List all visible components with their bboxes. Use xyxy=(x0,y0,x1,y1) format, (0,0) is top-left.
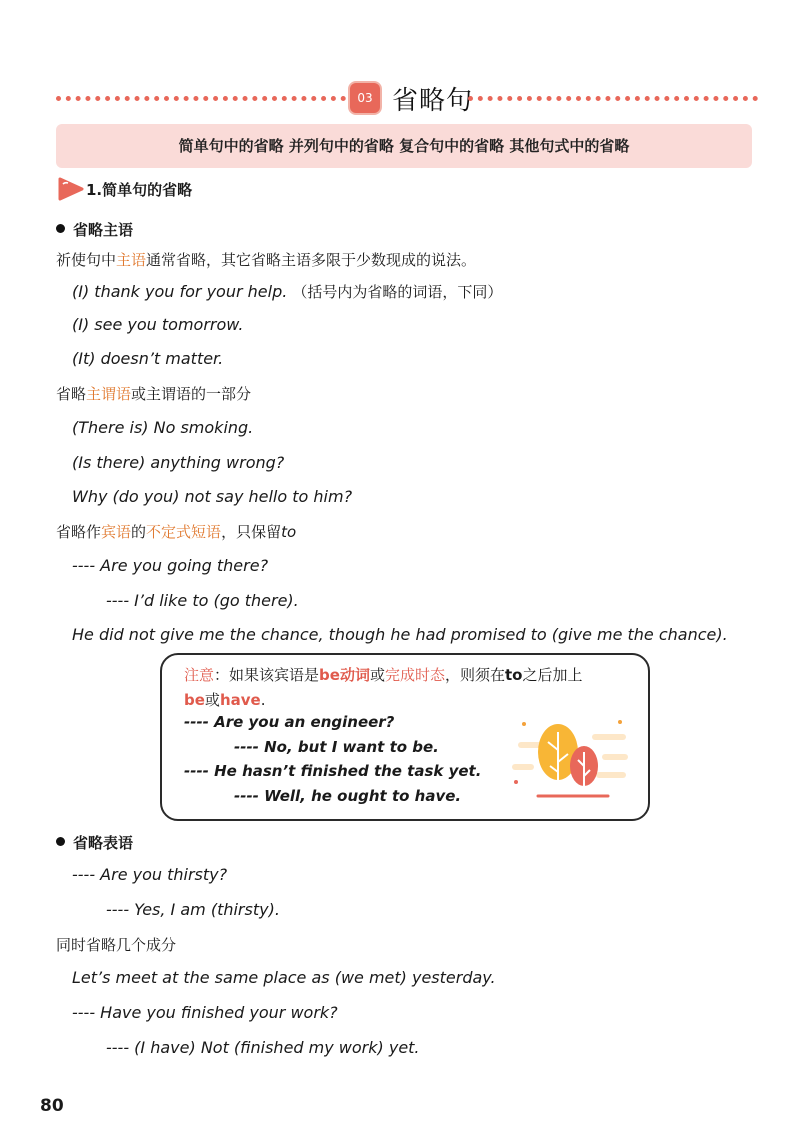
desc-text: ，只保留 xyxy=(221,523,282,541)
subsection-title: 1.简单句的省略 xyxy=(86,181,193,199)
desc-text: 祈使句中 xyxy=(56,251,117,269)
note-dialogue-line: ---- Well, he ought to have. xyxy=(234,787,462,805)
example-line xyxy=(72,281,502,302)
desc-text: 的 xyxy=(131,523,147,541)
desc-highlight: 主谓语 xyxy=(86,385,132,403)
example-text: (I) thank you for your help. xyxy=(72,282,288,301)
page-number: 80 xyxy=(40,1096,64,1116)
note-label: 注意 xyxy=(184,666,215,684)
note-text: 之后加上 xyxy=(522,666,583,684)
note-line-1 xyxy=(184,664,583,685)
desc-text: 通常省略，其它省略主语多限于少数现成的说法。 xyxy=(146,251,477,269)
header-dots-right xyxy=(468,96,758,101)
note-text: ：如果该宾语是 xyxy=(214,666,320,684)
example-note: （括号内为省略的词语，下同） xyxy=(292,283,503,301)
note-highlight: 完成时态 xyxy=(384,666,445,684)
note-text: ，则须在 xyxy=(444,666,505,684)
example-line: ---- Are you going there? xyxy=(72,556,269,575)
note-text: 或 xyxy=(369,666,385,684)
heading-omit-subject-text: 省略主语 xyxy=(73,221,134,239)
note-highlight: have xyxy=(219,691,261,709)
example-line: (There is) No smoking. xyxy=(72,418,254,437)
heading-omit-predicative-text: 省略表语 xyxy=(73,834,134,852)
heading-omit-subject xyxy=(56,219,133,240)
topic-banner xyxy=(56,124,752,168)
note-dialogue-line: ---- Are you an engineer? xyxy=(184,713,395,731)
example-line: ---- (I have) Not (finished my work) yet. xyxy=(106,1038,420,1057)
header-dots-left xyxy=(56,96,346,101)
example-line: ---- I’d like to (go there). xyxy=(106,591,299,610)
example-line: (I) see you tomorrow. xyxy=(72,315,244,334)
desc-text: 省略 xyxy=(56,385,87,403)
bullet-dot xyxy=(56,837,65,846)
example-line: He did not give me the chance, though he had promised to (give me the chance). xyxy=(72,625,728,644)
note-highlight: be xyxy=(184,691,205,709)
bullet-dot xyxy=(56,224,65,233)
example-line: (It) doesn’t matter. xyxy=(72,349,224,368)
desc-omit-subject xyxy=(56,249,476,270)
note-to: to xyxy=(505,666,523,684)
note-text: . xyxy=(260,691,266,709)
play-arrow-icon xyxy=(58,176,84,202)
banner-text: 简单句中的省略 并列句中的省略 复合句中的省略 其他句式中的省略 xyxy=(178,137,630,155)
note-dialogue-line: ---- He hasn’t finished the task yet. xyxy=(184,762,482,780)
section-number-badge: 03 xyxy=(350,83,380,113)
example-line: ---- Are you thirsty? xyxy=(72,865,228,884)
note-dialogue-line: ---- No, but I want to be. xyxy=(234,738,439,756)
desc-omit-infinitive xyxy=(56,521,296,542)
desc-omit-predicate xyxy=(56,383,251,404)
autumn-tree-icon xyxy=(508,712,634,804)
note-line-2 xyxy=(184,689,265,710)
example-line: ---- Yes, I am (thirsty). xyxy=(106,900,280,919)
example-line: (Is there) anything wrong? xyxy=(72,453,285,472)
section-title: 省略句 xyxy=(392,86,474,116)
example-line: ---- Have you finished your work? xyxy=(72,1003,338,1022)
note-text: 或 xyxy=(204,691,220,709)
desc-highlight: 不定式短语 xyxy=(146,523,222,541)
desc-highlight: 宾语 xyxy=(101,523,132,541)
example-line: Why (do you) not say hello to him? xyxy=(72,487,353,506)
desc-text: 省略作 xyxy=(56,523,102,541)
desc-highlight: 主语 xyxy=(116,251,147,269)
desc-to: to xyxy=(281,523,297,541)
note-highlight: be动词 xyxy=(319,666,370,684)
example-line: Let’s meet at the same place as (we met) yesterday. xyxy=(72,968,496,987)
desc-omit-multiple: 同时省略几个成分 xyxy=(56,936,177,954)
desc-text: 或主谓语的一部分 xyxy=(131,385,252,403)
heading-omit-predicative xyxy=(56,832,133,853)
